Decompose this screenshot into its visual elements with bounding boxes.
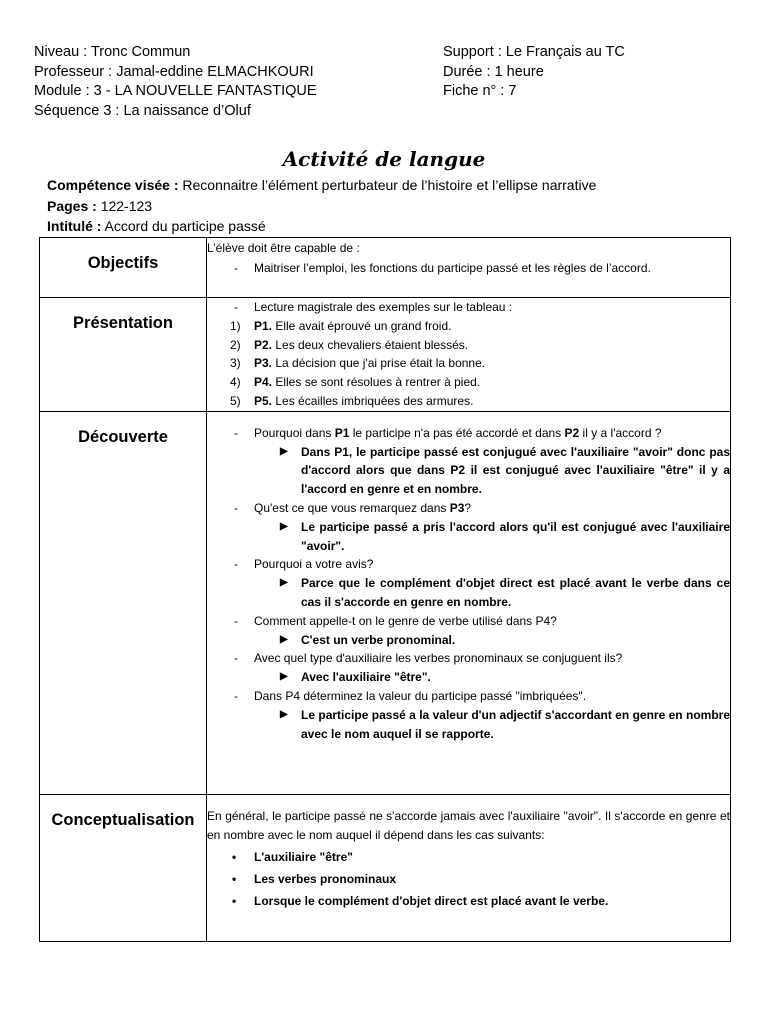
- presentation-content: [207, 298, 731, 412]
- decouverte-content: [207, 411, 731, 794]
- arrow-icon: ▶: [280, 577, 288, 589]
- pages-label: Pages :: [47, 198, 97, 214]
- lesson-table: [39, 237, 731, 942]
- rule-item: • Lorsque le complément d'objet direct est placé avant le verbe.: [207, 890, 730, 912]
- bullet-icon: •: [232, 849, 237, 864]
- objectifs-content: [207, 238, 731, 298]
- example-p5: 5) P5. Les écailles imbriquées des armures.: [230, 393, 474, 408]
- pages-text: 122-123: [96, 198, 153, 214]
- bullet-icon: •: [232, 871, 237, 886]
- answer-6: ▶ Le participe passé a la valeur d'un adjectif s'accordant en genre en nombre avec le nom auquel il se rapporte.: [280, 707, 730, 741]
- objectifs-label-cell: [40, 238, 207, 298]
- question-4: - Comment appelle-t on le genre de verbe utilisé dans P4?: [207, 612, 730, 631]
- answer-4: ▶ C'est un verbe pronominal.: [207, 631, 730, 650]
- rule-item: • Les verbes pronominaux: [207, 868, 730, 890]
- row-objectifs: [40, 238, 731, 298]
- row-decouverte: [40, 411, 731, 794]
- question-6: - Dans P4 déterminez la valeur du participe passé "imbriquées".: [207, 687, 730, 706]
- rule-item: • L'auxiliaire "être": [207, 846, 730, 868]
- arrow-icon: ▶: [280, 671, 288, 683]
- professeur-line: Professeur : Jamal-eddine ELMACHKOURI: [34, 63, 314, 80]
- arrow-icon: ▶: [280, 520, 288, 532]
- module-line: Module : 3 - LA NOUVELLE FANTASTIQUE: [34, 83, 317, 99]
- intitule-text: Accord du participe passé: [101, 218, 266, 234]
- conceptualisation-content: [207, 794, 731, 941]
- header-left: [34, 43, 317, 121]
- intitule-line: [47, 218, 266, 234]
- example-p4: 4) P4. Elles se sont résolues à rentrer à pied.: [230, 375, 481, 390]
- decouverte-label: Découverte: [78, 427, 168, 446]
- presentation-label: Présentation: [73, 314, 173, 332]
- sequence-line: Séquence 3 : La naissance d’Oluf: [34, 102, 251, 119]
- presentation-intro: - Lecture magistrale des exemples sur le tableau :: [207, 298, 730, 317]
- answer-5: ▶ Avec l'auxiliaire "être".: [207, 668, 730, 687]
- example-p2: 2) P2. Les deux chevaliers étaient blessés.: [230, 337, 469, 352]
- objectifs-label: Objectifs: [87, 254, 159, 272]
- question-1: - Pourquoi dans P1 le participe n'a pas été accordé et dans P2 il y a l'accord ?: [207, 424, 730, 443]
- niveau-line: Niveau : Tronc Commun: [34, 44, 191, 60]
- question-2: - Qu'est ce que vous remarquez dans P3?: [207, 499, 730, 518]
- conceptualisation-label-cell: [40, 794, 207, 941]
- example-p1: 1) P1. Elle avait éprouvé un grand froid.: [230, 318, 452, 333]
- competence-text: Reconnaitre l’élément perturbateur de l’histoire et l’ellipse narrative: [178, 177, 597, 193]
- presentation-label-cell: [40, 298, 207, 412]
- page-title: Activité de langue: [282, 147, 486, 171]
- answer-1: ▶ Dans P1, le participe passé est conjugué avec l'auxiliaire "avoir" donc pas d'accord alors que dans P2 il est conjugué avec l'auxiliaire "être" il y a l'accord en genre et en nombre.: [280, 444, 730, 497]
- fiche-line: Fiche n° : 7: [443, 83, 517, 99]
- question-3: - Pourquoi a votre avis?: [207, 555, 730, 574]
- pages-line: [47, 198, 152, 214]
- answer-3: ▶ Parce que le complément d'objet direct est placé avant le verbe dans ce cas il s'accorde en genre en nombre.: [280, 576, 730, 609]
- competence-line: [47, 177, 596, 193]
- row-conceptualisation: [40, 794, 731, 941]
- header-right: [443, 43, 625, 102]
- intitule-label: Intitulé :: [47, 218, 102, 234]
- arrow-icon: ▶: [280, 708, 288, 720]
- decouverte-label-cell: [40, 411, 207, 794]
- arrow-icon: ▶: [280, 633, 288, 645]
- conceptualisation-label: Conceptualisation: [51, 810, 195, 829]
- answer-2: ▶ Le participe passé a pris l'accord alors qu'il est conjugué avec l'auxiliaire "avoir".: [280, 519, 730, 553]
- support-line: Support : Le Français au TC: [443, 44, 625, 60]
- duree-line: Durée : 1 heure: [443, 63, 544, 80]
- arrow-icon: ▶: [280, 445, 288, 457]
- bullet-icon: •: [232, 893, 237, 908]
- objectifs-item: - Maitriser l’emploi, les fonctions du participe passé et les règles de l’accord.: [207, 258, 730, 278]
- competence-label: Compétence visée :: [47, 177, 179, 193]
- question-5: - Avec quel type d'auxiliaire les verbes pronominaux se conjuguent ils?: [207, 649, 730, 668]
- objectifs-intro: L’élève doit être capable de :: [207, 241, 360, 255]
- example-p3: 3) P3. La décision que j'ai prise était la bonne.: [230, 356, 486, 371]
- conceptualisation-text: En général, le participe passé ne s'accorde jamais avec l'auxiliaire "avoir". Il s'accorde en genre et en nombre avec le nom auquel il dépend dans les cas suivants:: [207, 808, 730, 843]
- row-presentation: [40, 298, 731, 412]
